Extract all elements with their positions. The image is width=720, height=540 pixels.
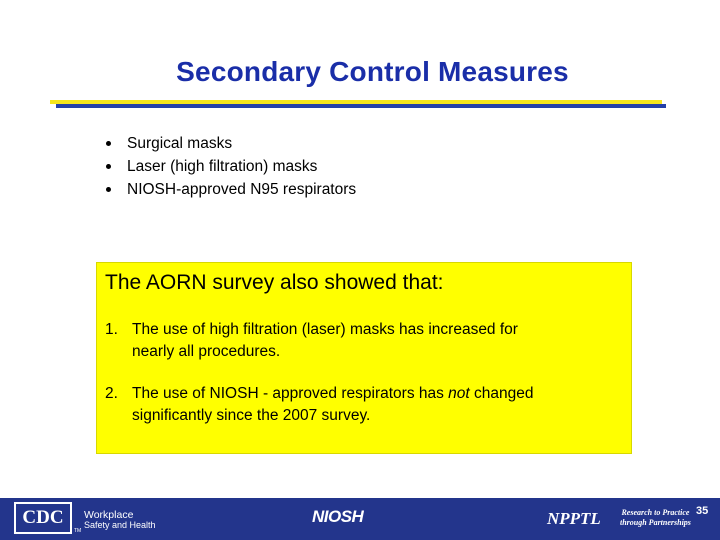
item-emphasis: not: [448, 385, 470, 402]
item-line: significantly since the 2007 survey.: [132, 407, 371, 424]
numbered-item: [105, 383, 605, 427]
tagline-line: through Partnerships: [620, 518, 691, 527]
item-text: [132, 319, 605, 363]
item-text: [132, 383, 605, 427]
bullet-text: Laser (high filtration) masks: [127, 158, 318, 175]
bullet-list: [104, 132, 356, 201]
workplace-line: Workplace: [84, 509, 134, 521]
cdc-logo: CDC: [14, 502, 72, 534]
bullet-item: [104, 155, 356, 178]
callout-heading: The AORN survey also showed that:: [105, 271, 444, 294]
callout-box: [96, 262, 632, 454]
workplace-line: Safety and Health: [84, 520, 156, 530]
bullet-text: NIOSH-approved N95 respirators: [127, 181, 357, 198]
item-line: The use of NIOSH - approved respirators has: [132, 385, 449, 402]
item-line: nearly all procedures.: [132, 343, 281, 360]
bullet-dot-icon: [106, 187, 111, 192]
npptl-logo: NPPTL: [547, 509, 601, 528]
bullet-dot-icon: [106, 141, 111, 146]
item-line: The use of high filtration (laser) masks has increased for: [132, 321, 518, 338]
item-number: 2.: [105, 385, 118, 402]
footer-bar: [0, 498, 720, 540]
trademark-mark: TM: [74, 528, 82, 534]
bullet-text: Surgical masks: [127, 135, 233, 152]
tagline-line: Research to Practice: [621, 508, 690, 517]
bullet-item: [104, 178, 356, 201]
page-number: 35: [696, 505, 709, 517]
niosh-logo: NIOSH: [312, 507, 364, 526]
item-line: changed: [469, 385, 534, 402]
bullet-item: [104, 132, 356, 155]
slide-title: Secondary Control Measures: [176, 56, 569, 87]
item-number: 1.: [105, 321, 118, 338]
title-underline-blue: [56, 104, 666, 108]
workplace-safety-logo: [84, 510, 156, 530]
numbered-item: [105, 319, 605, 363]
npptl-tagline: [620, 508, 691, 528]
bullet-dot-icon: [106, 164, 111, 169]
